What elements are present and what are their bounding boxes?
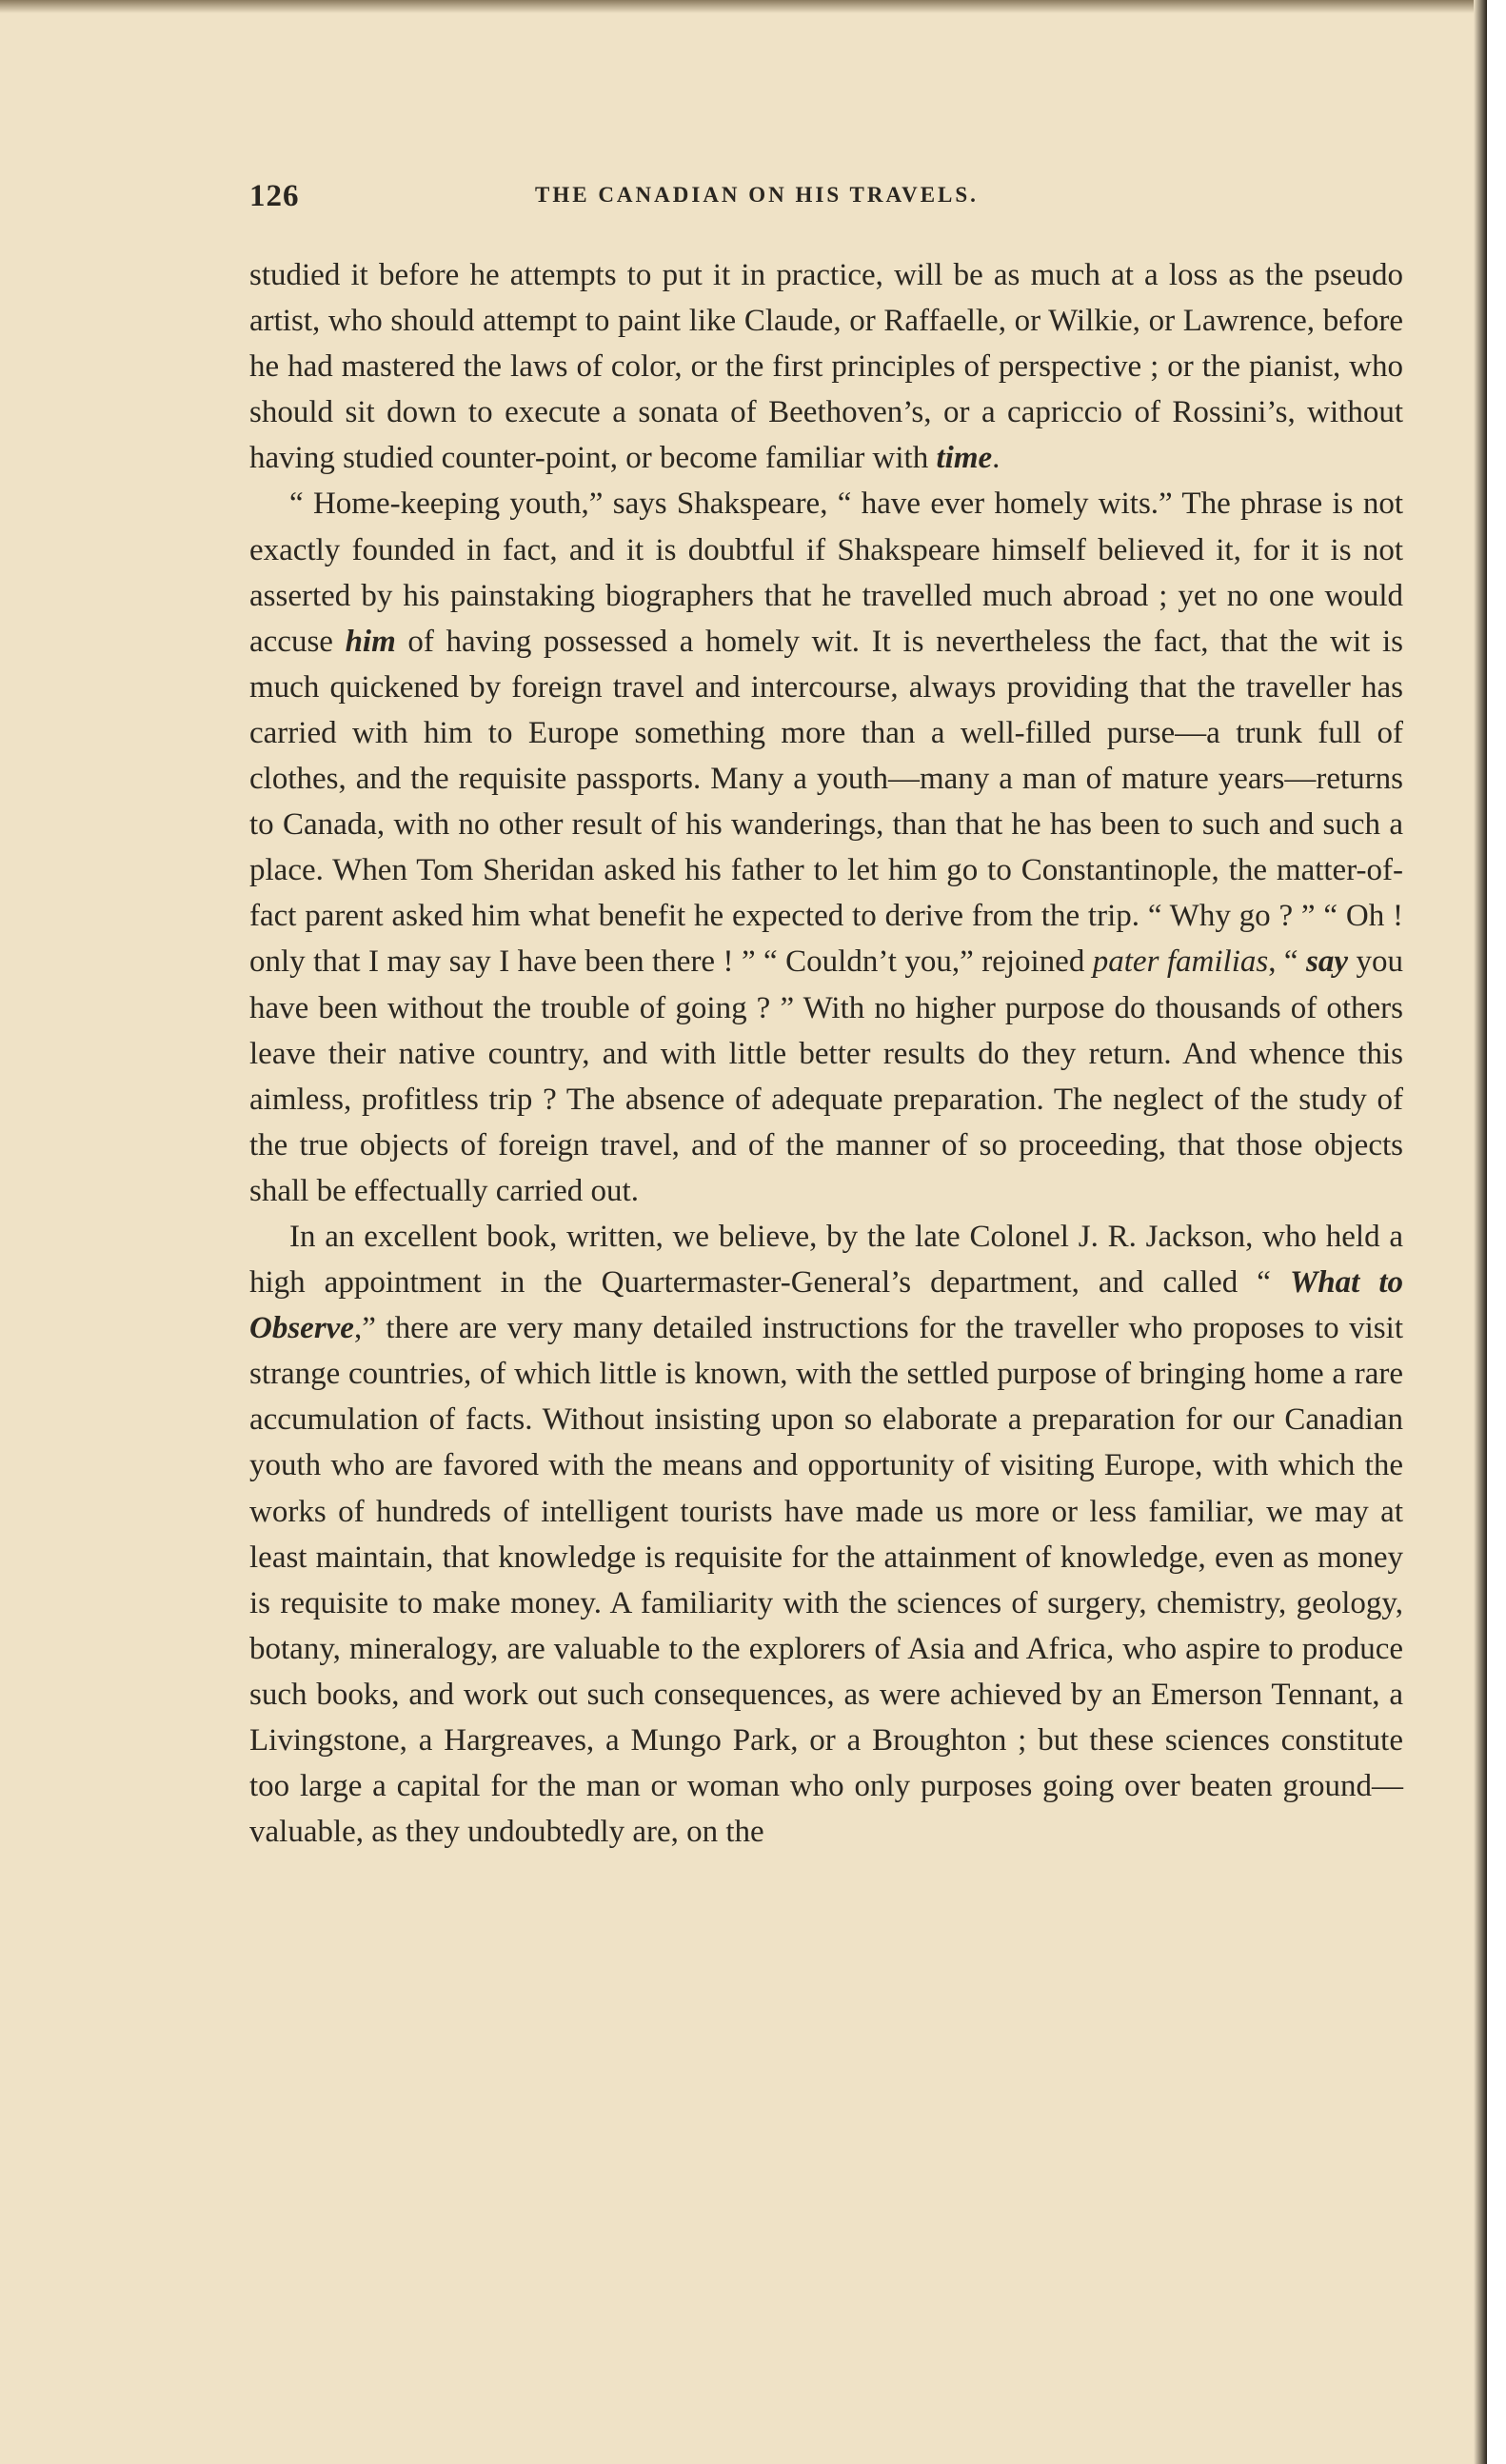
page-header bbox=[249, 179, 1403, 227]
paragraph-text: studied it before he attempts to put it in practice, will be as much at a loss as the pseudo artist, who should attempt to paint like Claude, or Raffaelle, or Wilkie, or Lawrence, before he had mastered the laws of color, or the first principles of perspective ; or the pianist, who should sit down to execute a sonata of Beethoven’s, or a capriccio of Rossini’s, without having studied counter-point, or become familiar with bbox=[249, 258, 1403, 476]
body-text bbox=[249, 252, 1403, 1855]
book-title: What to Observe bbox=[249, 1265, 1403, 1346]
page-binding-edge bbox=[1474, 0, 1487, 2464]
paragraph-text: you have been without the trouble of going ? ” With no higher purpose do thousands of others leave their native country, and with little better results do they return. And whence this aimless, profitless trip ? The absence of adequate preparation. The neglect of the study of the true objects of foreign travel, and of the manner of so proceeding, that those objects shall be effectually carried out. bbox=[249, 944, 1403, 1208]
paragraph-text: . bbox=[992, 441, 1001, 476]
paragraph-text: ,” there are very many detailed instructions for the traveller who proposes to visit strange countries, of which little is known, with the settled purpose of bringing home a rare accumulation of facts. Without insisting upon so elaborate a preparation for our Canadian youth who are favored with the means and opportunity of visiting Europe, with which the works of hundreds of intelligent tourists have made us more or less familiar, we may at least maintain, that knowledge is requisite for the attainment of knowledge, even as money is requisite to make money. A familiarity with the sciences of surgery, chemistry, geology, botany, mineralogy, are valuable to the explorers of Asia and Africa, who aspire to produce such books, and work out such consequences, as were achieved by an Emerson Tennant, a Livingstone, a Hargreaves, a Mungo Park, or a Broughton ; but these sciences constitute too large a capital for the man or woman who only purposes going over beaten ground—valuable, as they undoubtedly are, on the bbox=[249, 1311, 1403, 1850]
paragraph-text: “ Home-keeping youth,” says Shakspeare, “ have ever homely wits.” The phrase is not exactly founded in fact, and it is doubtful if Shakspeare himself believed it, for it is not asserted by his painstaking biographers that he travelled much abroad ; yet no one would accuse bbox=[249, 487, 1403, 659]
emphasis-text: pater familias bbox=[1092, 944, 1269, 980]
paragraph-1 bbox=[249, 252, 1403, 481]
paragraph-text: In an excellent book, written, we believe, by the late Colonel J. R. Jackson, who held a high appointment in the Quartermaster-General’s department, and called “ bbox=[249, 1219, 1403, 1301]
paragraph-text: of having possessed a homely wit. It is nevertheless the fact, that the wit is much quickened by foreign travel and intercourse, always providing that the traveller has carried with him to Europe something more than a well-filled purse—a trunk full of clothes, and the requisite passports. Many a youth—many a man of mature years—returns to Canada, with no other result of his wanderings, than that he has been to such and such a place. When Tom Sheridan asked his father to let him go to Constantinople, the matter-of-fact parent asked him what benefit he expected to derive from the trip. “ Why go ? ” “ Oh ! only that I may say I have been there ! ” “ Couldn’t you,” rejoined bbox=[249, 624, 1403, 980]
paragraph-2 bbox=[249, 481, 1403, 1214]
running-head: THE CANADIAN ON HIS TRAVELS. bbox=[535, 183, 979, 207]
emphasis-text: say bbox=[1306, 944, 1349, 980]
page-top-shadow bbox=[0, 0, 1487, 13]
emphasis-text: him bbox=[345, 624, 396, 659]
paragraph-3 bbox=[249, 1214, 1403, 1855]
emphasis-text: time bbox=[936, 441, 993, 476]
page-number: 126 bbox=[249, 179, 300, 213]
paragraph-text: , “ bbox=[1268, 944, 1307, 980]
